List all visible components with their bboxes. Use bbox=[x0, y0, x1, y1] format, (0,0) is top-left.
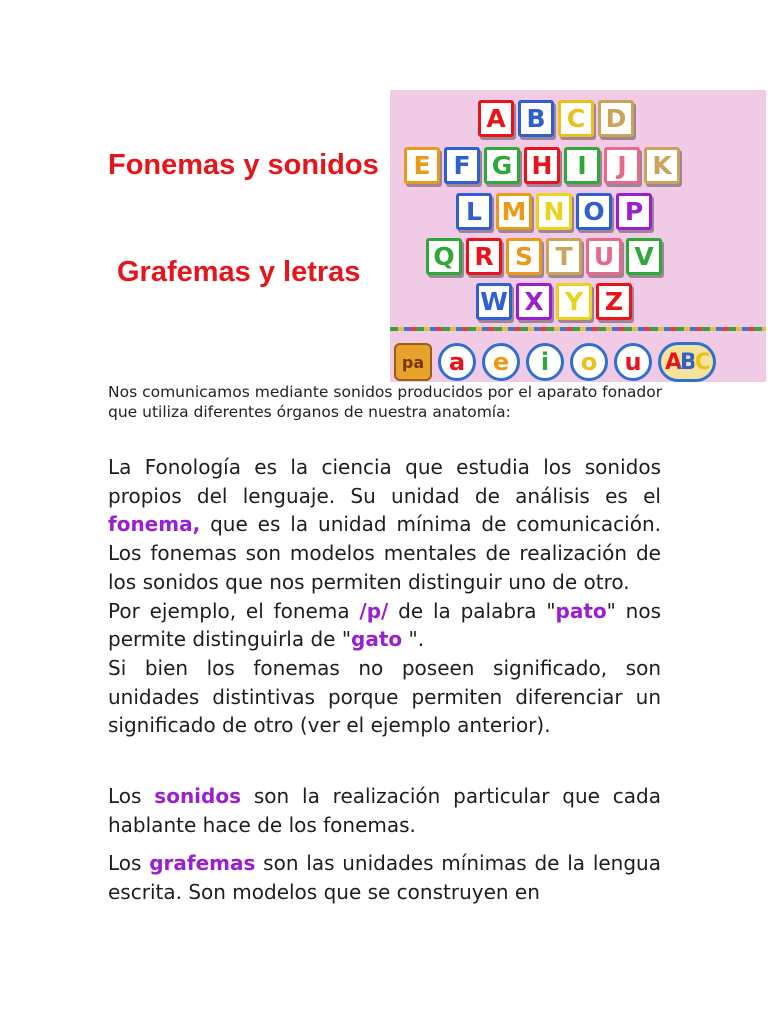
alphabet-row bbox=[426, 238, 662, 275]
highlight-gato: gato bbox=[351, 627, 403, 652]
abc-badge bbox=[658, 342, 716, 382]
letter-block-w: W bbox=[476, 283, 512, 320]
text: que es la unidad mínima de comunicación. Los fonemas son modelos mentales de realización de los sonidos que nos permiten distinguir uno de otro. bbox=[108, 512, 661, 594]
letter-block-c: C bbox=[558, 100, 594, 137]
letter-block-t: T bbox=[546, 238, 582, 275]
letter-block-e: E bbox=[404, 147, 440, 184]
letter-block-z: Z bbox=[596, 283, 632, 320]
text: Si bien los fonemas no poseen significado, son unidades distintivas porque permiten diferenciar un significado de otro (ver el ejemplo anterior). bbox=[108, 655, 661, 738]
letter-block-b: B bbox=[518, 100, 554, 137]
vowel-e: e bbox=[482, 343, 520, 381]
letter-block-d: D bbox=[598, 100, 634, 137]
paragraph-fonologia bbox=[108, 453, 661, 740]
letter-block-q: Q bbox=[426, 238, 462, 275]
letter-block-p: P bbox=[616, 193, 652, 230]
title-grafemas: Grafemas y letras bbox=[117, 256, 361, 288]
highlight-grafemas: grafemas bbox=[149, 851, 256, 875]
intro-text: Nos comunicamos mediante sonidos producidos por el aparato fonador que utiliza diferentes órganos de nuestra anatomía: bbox=[108, 383, 663, 421]
letter-block-r: R bbox=[466, 238, 502, 275]
paragraph-sonidos bbox=[108, 782, 661, 839]
letter-block-f: F bbox=[444, 147, 480, 184]
letter-block-s: S bbox=[506, 238, 542, 275]
text: de la palabra " bbox=[388, 598, 556, 623]
letter-block-l: L bbox=[456, 193, 492, 230]
highlight-sonidos: sonidos bbox=[154, 784, 241, 808]
vowel-a: a bbox=[438, 343, 476, 381]
vowel-i: i bbox=[526, 343, 564, 381]
text: son la realización particular que cada hablante hace de los fonemas. bbox=[108, 784, 662, 837]
sign-hand-icon: pa bbox=[394, 343, 432, 381]
alphabet-row bbox=[476, 283, 632, 320]
letter-block-n: N bbox=[536, 193, 572, 230]
paragraph-grafemas bbox=[108, 849, 661, 906]
letter-block-i: I bbox=[564, 147, 600, 184]
bead-string bbox=[390, 327, 766, 331]
alphabet-blocks-image bbox=[390, 90, 766, 382]
text: " nos permite distinguirla de " bbox=[108, 598, 661, 652]
letter-block-v: V bbox=[626, 238, 662, 275]
vowel-circles bbox=[438, 343, 652, 381]
letter-block-m: M bbox=[496, 193, 532, 230]
alphabet-row bbox=[478, 100, 634, 137]
vowel-o: o bbox=[570, 343, 608, 381]
highlight-fonema: fonema, bbox=[108, 512, 201, 537]
letter-block-x: X bbox=[516, 283, 552, 320]
text: ". bbox=[402, 627, 425, 652]
alphabet-row bbox=[456, 193, 652, 230]
vowel-u: u bbox=[614, 343, 652, 381]
letter-block-a: A bbox=[478, 100, 514, 137]
highlight-pato: pato bbox=[555, 598, 607, 623]
letter-block-k: K bbox=[644, 147, 680, 184]
letter-block-h: H bbox=[524, 147, 560, 184]
abc-label: ABC bbox=[665, 349, 709, 375]
letter-block-u: U bbox=[586, 238, 622, 275]
text: son las unidades mínimas de la lengua escrita. Son modelos que se construyen en bbox=[108, 851, 661, 904]
text: Por ejemplo, el fonema bbox=[108, 598, 360, 623]
text: Los bbox=[108, 851, 150, 875]
letter-block-g: G bbox=[484, 147, 520, 184]
alphabet-row bbox=[404, 147, 680, 184]
text: La Fonología es la ciencia que estudia los sonidos propios del lenguaje. Su unidad de análisis es el bbox=[108, 455, 661, 508]
vowel-row bbox=[394, 342, 716, 382]
title-fonemas: Fonemas y sonidos bbox=[108, 149, 379, 181]
text: Los bbox=[108, 784, 155, 808]
letter-block-j: J bbox=[604, 147, 640, 184]
letter-block-o: O bbox=[576, 193, 612, 230]
highlight-p: /p/ bbox=[359, 598, 389, 623]
letter-block-y: Y bbox=[556, 283, 592, 320]
